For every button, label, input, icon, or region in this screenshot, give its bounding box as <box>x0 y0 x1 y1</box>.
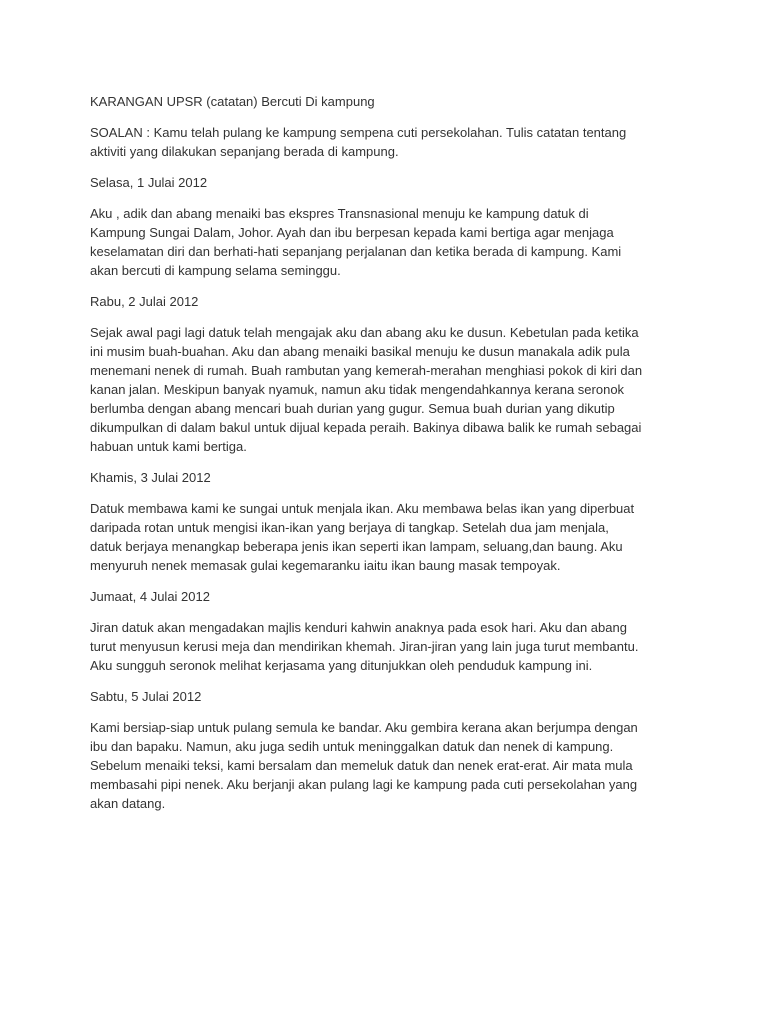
entry-date-3: Khamis, 3 Julai 2012 <box>90 470 211 485</box>
document-title: KARANGAN UPSR (catatan) Bercuti Di kampung <box>90 94 375 109</box>
document-body <box>90 92 680 825</box>
entry-date-1: Selasa, 1 Julai 2012 <box>90 175 208 190</box>
entry-text-1: Aku , adik dan abang menaiki bas ekspres Transnasional menuju ke kampung datuk di Kampung Sungai Dalam, Johor. Ayah dan ibu berpesan kepada kami bertiga agar menjaga keselamatan diri dan berhati-hati sepanjang perjalanan dan ketika berada di kampung. Kami akan bercuti di kampung selama seminggu. <box>90 206 622 278</box>
question-paragraph: SOALAN : Kamu telah pulang ke kampung sempena cuti persekolahan. Tulis catatan tentang aktiviti yang dilakukan sepanjang berada di kampung. <box>90 125 627 159</box>
entry-date-4: Jumaat, 4 Julai 2012 <box>90 589 210 604</box>
entry-text-4: Jiran datuk akan mengadakan majlis kenduri kahwin anaknya pada esok hari. Aku dan abang turut menyusun kerusi meja dan mendirikan khemah. Jiran-jiran yang lain juga turut membantu. Aku sungguh seronok melihat kerjasama yang ditunjukkan oleh penduduk kampung ini. <box>90 620 639 673</box>
entry-text-2: Sejak awal pagi lagi datuk telah mengajak aku dan abang aku ke dusun. Kebetulan pada ketika ini musim buah-buahan. Aku dan abang menaiki basikal menuju ke dusun manakala adik pula menemani nenek di rumah. Buah rambutan yang kemerah-merahan menghiasi pokok di kiri dan kanan jalan. Meskipun banyak nyamuk, namun aku tidak mengendahkannya kerana seronok berlumba dengan abang mencari buah durian yang gugur. Semua buah durian yang dikutip dikumpulkan di dalam bakul untuk dijual kepada peraih. Bakinya dibawa balik ke rumah sebagai habuan untuk kami bertiga. <box>90 325 643 454</box>
entry-date-5: Sabtu, 5 Julai 2012 <box>90 689 202 704</box>
entry-date-2: Rabu, 2 Julai 2012 <box>90 294 199 309</box>
entry-text-3: Datuk membawa kami ke sungai untuk menjala ikan. Aku membawa belas ikan yang diperbuat daripada rotan untuk mengisi ikan-ikan yang berjaya di tangkap. Setelah dua jam menjala, datuk berjaya menangkap beberapa jenis ikan seperti ikan lampam, seluang,dan baung. Aku menyuruh nenek memasak gulai kegemaranku iaitu ikan baung masak tempoyak. <box>90 501 635 573</box>
entry-text-5: Kami bersiap-siap untuk pulang semula ke bandar. Aku gembira kerana akan berjumpa dengan ibu dan bapaku. Namun, aku juga sedih untuk meninggalkan datuk dan nenek di kampung. Sebelum menaiki teksi, kami bersalam dan memeluk datuk dan nenek erat-erat. Air mata mula membasahi pipi nenek. Aku berjanji akan pulang lagi ke kampung pada cuti persekolahan yang akan datang. <box>90 720 638 811</box>
